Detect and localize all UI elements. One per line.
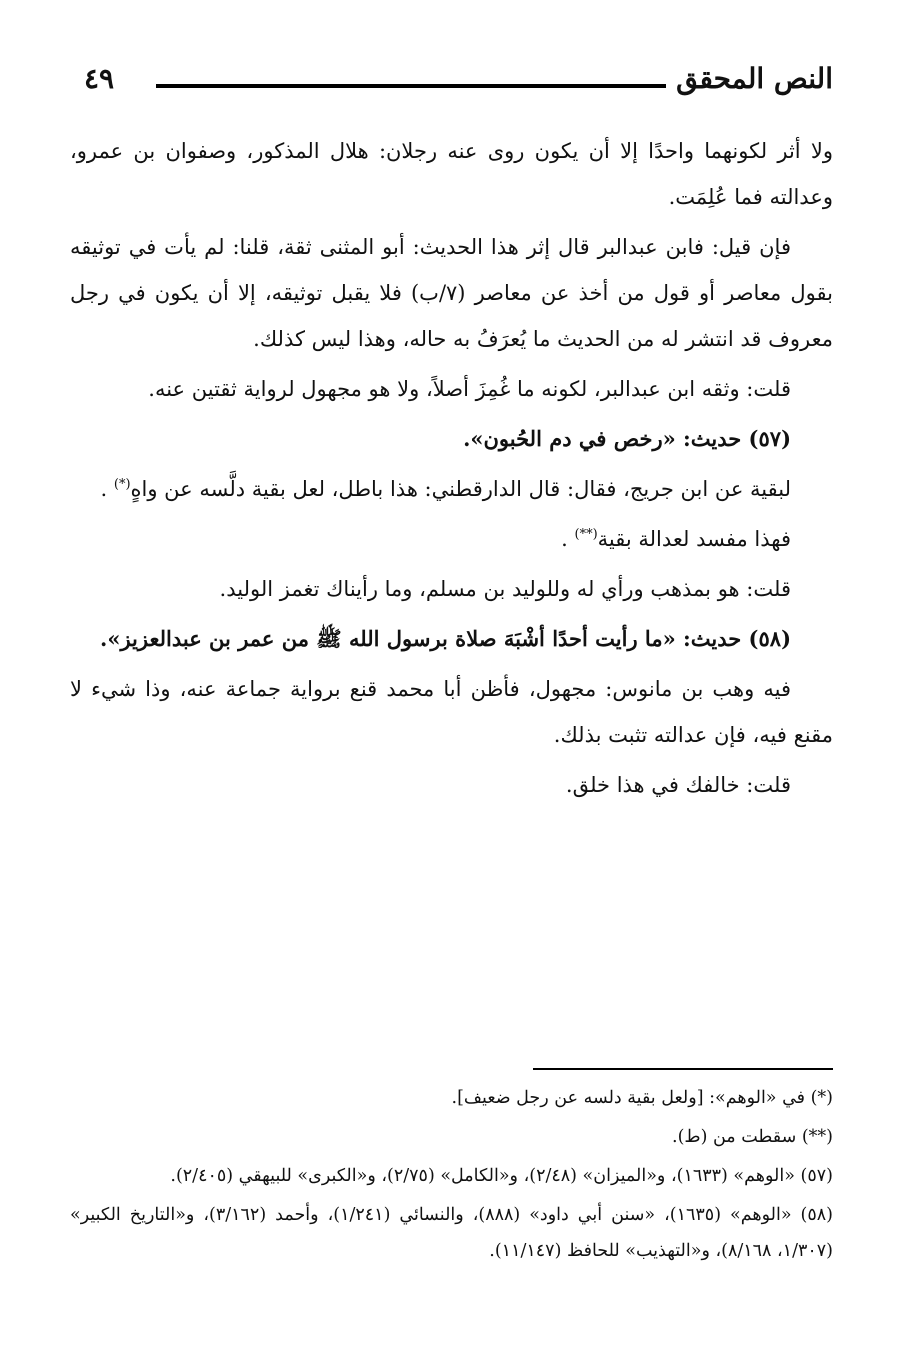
paragraph: فهذا مفسد لعدالة بقية(**) . [561, 527, 791, 551]
paragraph: قلت: خالفك في هذا خلق. [565, 773, 791, 797]
paragraph: لبقية عن ابن جريج، فقال: قال الدارقطني: هذا باطل، لعل بقية دلَّسه عن واهٍ(*) . [100, 477, 791, 501]
footnote: (**) سقطت من (ط). [672, 1127, 833, 1147]
paragraph: قلت: وثقه ابن عبدالبر، لكونه ما غُمِزَ أصلاً، ولا هو مجهول لرواية ثقتين عنه. [148, 377, 791, 401]
footnote: (٥٨) «الوهم» (١٦٣٥)، «سنن أبي داود» (٨٨٨)، والنسائي (١/٢٤١)، وأحمد (٣/١٦٢)، و«التاريخ الكبير» (١/٣٠٧، ٨/١٦٨)، و«التهذيب» للحافظ (١١/١٤٧). [70, 1205, 833, 1261]
footnote: (*) في «الوهم»: [ولعل بقية دلسه عن رجل ضعيف]. [451, 1088, 833, 1108]
paragraph: ولا أثر لكونهما واحدًا إلا أن يكون روى عنه رجلان: هلال المذكور، وصفوان بن عمرو، وعدالته فما عُلِمَت. [70, 139, 833, 209]
page-header [70, 56, 833, 108]
footnote-rule [533, 1068, 833, 1070]
footnote-marker: (*) [113, 477, 131, 492]
footnotes [70, 1080, 833, 1272]
paragraph: فيه وهب بن مانوس: مجهول، فأظن أبا محمد قنع برواية جماعة عنه، وذا شيء لا مقنع فيه، فإن عدالته تثبت بذلك. [70, 677, 833, 747]
footnote: (٥٧) «الوهم» (١٦٣٣)، و«الميزان» (٢/٤٨)، و«الكامل» (٢/٧٥)، و«الكبرى» للبيهقي (٢/٤٠٥). [170, 1166, 833, 1186]
footnote-marker: (**) [574, 527, 598, 542]
page-number: ٤٩ [84, 62, 115, 95]
paragraph: فإن قيل: فابن عبدالبر قال إثر هذا الحديث: أبو المثنى ثقة، قلنا: لم يأت في توثيقه بقول معاصر أو قول من أخذ عن معاصر (٧/ب) فلا يقبل توثيقه، إلا أن يكون في رجل معروف قد انتشر له من الحديث ما يُعرَفُ به حاله، وهذا ليس كذلك. [70, 235, 833, 351]
running-title: النص المحقق [676, 62, 833, 95]
hadith-heading: (٥٧) حديث: «رخص في دم الحُبون». [463, 426, 791, 451]
main-text [70, 128, 833, 812]
paragraph: قلت: هو بمذهب ورأي له وللوليد بن مسلم، وما رأيناك تغمز الوليد. [219, 577, 791, 601]
hadith-heading: (٥٨) حديث: «ما رأيت أحدًا أشْبَهَ صلاة برسول الله ﷺ من عمر بن عبدالعزيز». [100, 626, 791, 651]
header-rule [156, 84, 666, 88]
